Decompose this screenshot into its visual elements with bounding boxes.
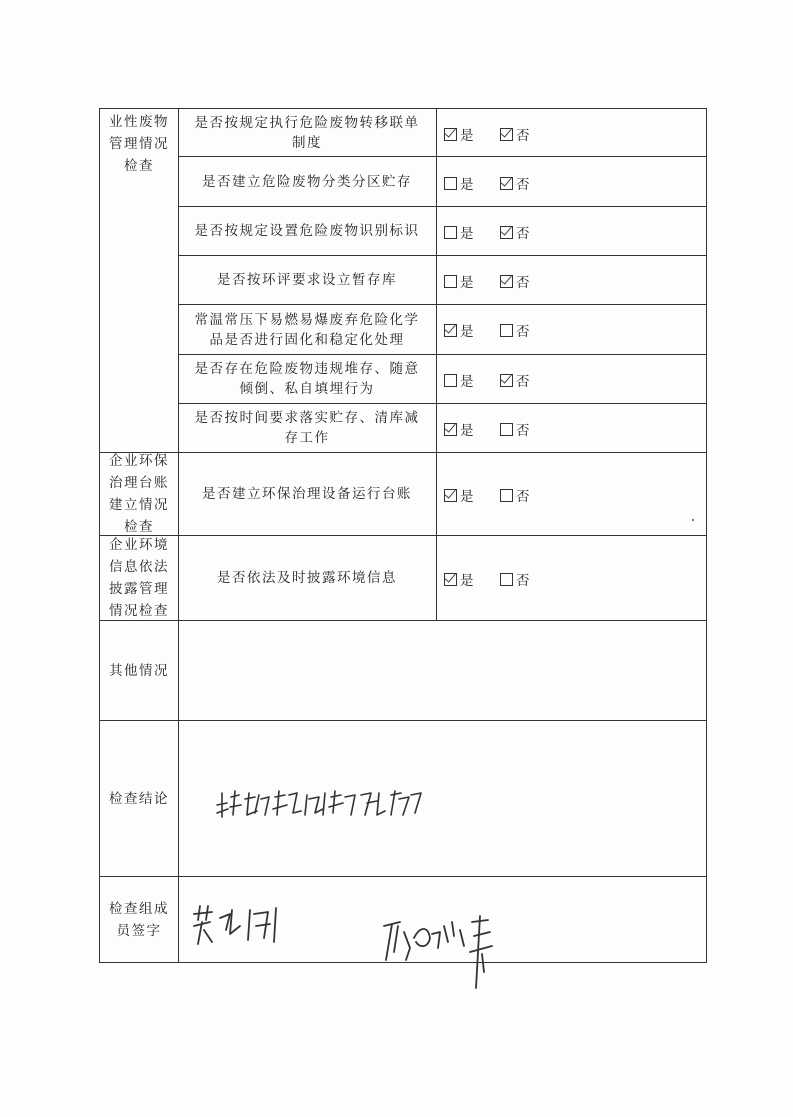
- no-checkbox[interactable]: [500, 275, 513, 288]
- no-option[interactable]: 否: [500, 271, 530, 291]
- scan-speck: [692, 519, 694, 521]
- question-cell: 是否依法及时披露环境信息: [217, 570, 397, 586]
- no-option[interactable]: 否: [500, 569, 530, 589]
- question-cell: 是否存在危险废物违规堆存、随意 倾倒、私自填埋行为: [194, 361, 420, 397]
- category-hazardous-waste: 业性废物 管理情况 检查: [109, 114, 169, 174]
- other-situation-label: 其他情况: [109, 662, 169, 679]
- no-checkbox[interactable]: [500, 177, 513, 190]
- no-option[interactable]: 否: [500, 485, 530, 505]
- yes-option[interactable]: 是: [444, 124, 474, 144]
- column-divider: [436, 108, 437, 621]
- no-option[interactable]: 否: [500, 124, 530, 144]
- signature-2: [380, 912, 500, 992]
- other-situation-value[interactable]: [181, 621, 703, 720]
- signature-1: [190, 900, 290, 950]
- no-checkbox[interactable]: [500, 128, 513, 141]
- no-option[interactable]: 否: [500, 320, 530, 340]
- yes-option[interactable]: 是: [444, 173, 474, 193]
- no-checkbox[interactable]: [500, 489, 513, 502]
- question-cell: 是否建立危险废物分类分区贮存: [202, 173, 412, 190]
- yes-checkbox[interactable]: [444, 573, 457, 586]
- yes-checkbox[interactable]: [444, 275, 457, 288]
- no-checkbox[interactable]: [500, 423, 513, 436]
- no-option[interactable]: 否: [500, 370, 530, 390]
- yes-option[interactable]: 是: [444, 485, 474, 505]
- table-border-right: [706, 108, 707, 963]
- yes-option[interactable]: 是: [444, 222, 474, 242]
- section-divider: [99, 876, 707, 877]
- yes-option[interactable]: 是: [444, 271, 474, 291]
- signatures-label: 检查组成 员签字: [109, 900, 169, 939]
- no-option[interactable]: 否: [500, 419, 530, 439]
- no-checkbox[interactable]: [500, 573, 513, 586]
- yes-checkbox[interactable]: [444, 423, 457, 436]
- no-option[interactable]: 否: [500, 222, 530, 242]
- no-option[interactable]: 否: [500, 173, 530, 193]
- yes-checkbox[interactable]: [444, 128, 457, 141]
- question-cell: 是否建立环保治理设备运行台账: [202, 486, 412, 502]
- question-cell: 常温常压下易燃易爆废弃危险化学 品是否进行固化和稳定化处理: [194, 311, 420, 348]
- yes-checkbox[interactable]: [444, 226, 457, 239]
- yes-checkbox[interactable]: [444, 489, 457, 502]
- question-cell: 是否按规定设置危险废物识别标识: [194, 223, 420, 239]
- question-cell: 是否按环评要求设立暂存库: [217, 272, 397, 288]
- yes-checkbox[interactable]: [444, 177, 457, 190]
- section-divider: [99, 720, 707, 721]
- category-disclosure: 企业环境 信息依法 披露管理 情况检查: [109, 537, 169, 619]
- yes-option[interactable]: 是: [444, 419, 474, 439]
- no-checkbox[interactable]: [500, 374, 513, 387]
- yes-option[interactable]: 是: [444, 569, 474, 589]
- handwritten-conclusion: [215, 785, 430, 825]
- question-cell: 是否按时间要求落实贮存、清库减 存工作: [194, 410, 420, 446]
- column-divider: [178, 108, 179, 963]
- category-ledger: 企业环保 治理台账 建立情况 检查: [109, 453, 169, 535]
- no-checkbox[interactable]: [500, 226, 513, 239]
- no-checkbox[interactable]: [500, 324, 513, 337]
- yes-option[interactable]: 是: [444, 370, 474, 390]
- yes-checkbox[interactable]: [444, 324, 457, 337]
- yes-option[interactable]: 是: [444, 320, 474, 340]
- yes-checkbox[interactable]: [444, 374, 457, 387]
- conclusion-label: 检查结论: [109, 790, 169, 807]
- question-cell: 是否按规定执行危险废物转移联单 制度: [194, 114, 420, 151]
